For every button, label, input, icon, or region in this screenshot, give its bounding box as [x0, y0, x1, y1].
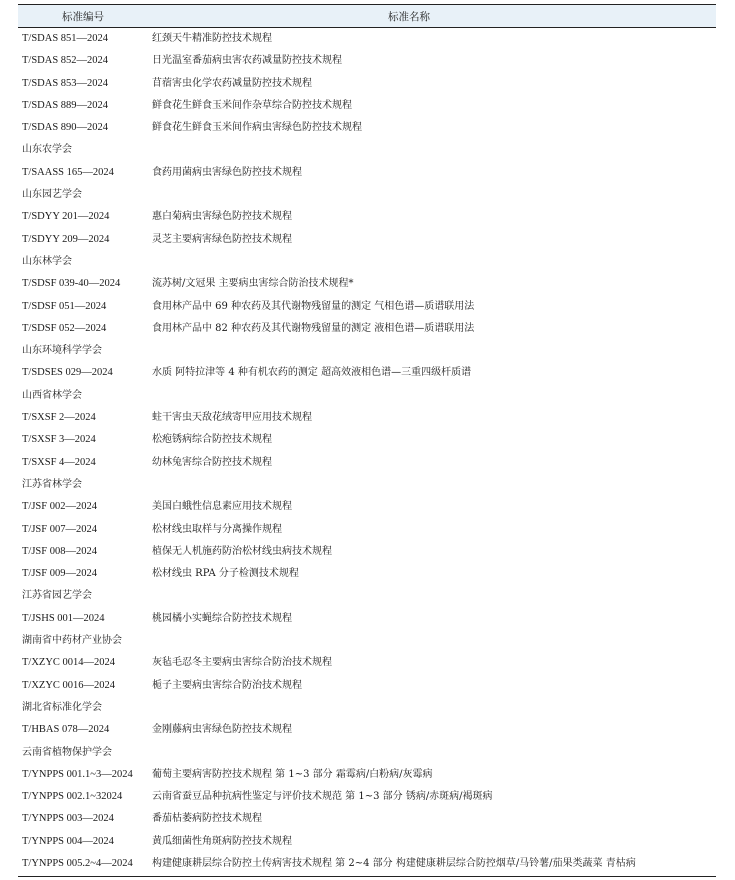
standard-name: 惠白菊病虫害绿色防控技术规程 — [152, 211, 292, 223]
standard-name: 金刚藤病虫害绿色防控技术规程 — [152, 724, 292, 736]
standard-name: 云南省蚕豆品种抗病性鉴定与评价技术规范 第 1~3 部分 锈病/赤斑病/褐斑病 — [152, 791, 493, 803]
group-heading-row — [18, 139, 716, 161]
table-row — [18, 117, 716, 139]
standard-name: 食药用菌病虫害绿色防控技术规程 — [152, 166, 302, 178]
standard-name: 桃园橘小实蝇综合防控技术规程 — [152, 612, 292, 624]
standard-code: T/SXSF 3—2024 — [22, 434, 96, 446]
standard-name: 红颈天牛精准防控技术规程 — [152, 33, 272, 44]
table-row — [18, 273, 716, 295]
table-row — [18, 675, 716, 697]
bottom-rule — [18, 876, 716, 877]
table-row — [18, 608, 716, 630]
standard-code: T/SDAS 852—2024 — [22, 55, 109, 67]
organization-name: 山东环境科学学会 — [22, 345, 102, 357]
standard-code: T/YNPPS 005.2~4—2024 — [22, 857, 133, 869]
standard-name: 幼林兔害综合防控技术规程 — [152, 456, 272, 468]
group-heading-row — [18, 585, 716, 607]
table-row — [18, 563, 716, 585]
standard-code: T/SDAS 851—2024 — [22, 33, 109, 44]
standards-table — [18, 4, 716, 875]
group-heading-row — [18, 184, 716, 206]
standard-name: 栀子主要病虫害综合防治技术规程 — [152, 679, 302, 691]
standard-code: T/SAASS 165—2024 — [22, 166, 114, 178]
table-row — [18, 719, 716, 741]
group-heading-row — [18, 385, 716, 407]
organization-name: 山东园艺学会 — [22, 189, 82, 201]
group-heading-row — [18, 697, 716, 719]
table-row — [18, 519, 716, 541]
table-row — [18, 407, 716, 429]
group-heading-row — [18, 742, 716, 764]
standard-name: 番茄枯萎病防控技术规程 — [152, 813, 262, 825]
standard-name: 美国白蛾性信息素应用技术规程 — [152, 501, 292, 513]
table-row — [18, 95, 716, 117]
table-row — [18, 318, 716, 340]
standard-name: 食用林产品中 69 种农药及其代谢物残留量的测定 气相色谱—质谱联用法 — [152, 300, 475, 312]
standard-code: T/SDYY 201—2024 — [22, 211, 110, 223]
standard-code: T/SDSF 039-40—2024 — [22, 278, 121, 290]
table-row — [18, 162, 716, 184]
table-row — [18, 50, 716, 72]
table-row — [18, 808, 716, 830]
organization-name: 江苏省林学会 — [22, 478, 82, 490]
table-header — [18, 4, 716, 28]
table-row — [18, 496, 716, 518]
organization-name: 山东林学会 — [22, 255, 72, 267]
table-row — [18, 28, 716, 50]
organization-name: 江苏省园艺学会 — [22, 590, 92, 602]
standard-name: 苜蓿害虫化学农药减量防控技术规程 — [152, 77, 312, 89]
table-row — [18, 362, 716, 384]
standard-code: T/SDAS 890—2024 — [22, 122, 109, 134]
table-row — [18, 429, 716, 451]
standard-name: 日光温室番茄病虫害农药减量防控技术规程 — [152, 55, 342, 67]
standard-code: T/SDSES 029—2024 — [22, 367, 113, 379]
standard-code: T/JSHS 001—2024 — [22, 612, 105, 624]
standard-code: T/JSF 008—2024 — [22, 545, 97, 557]
standard-code: T/SDSF 051—2024 — [22, 300, 107, 312]
table-row — [18, 652, 716, 674]
standard-name: 鲜食花生鲜食玉米间作杂草综合防控技术规程 — [152, 99, 352, 111]
standard-code: T/JSF 002—2024 — [22, 501, 97, 513]
standard-code: T/YNPPS 002.1~32024 — [22, 791, 123, 803]
standard-code: T/SXSF 4—2024 — [22, 456, 96, 468]
standard-code: T/SXSF 2—2024 — [22, 412, 96, 424]
standard-code: T/YNPPS 004—2024 — [22, 835, 114, 847]
standard-code: T/XZYC 0016—2024 — [22, 679, 116, 691]
column-header-code: 标准编号 — [62, 11, 104, 23]
table-row — [18, 452, 716, 474]
standard-name: 灰毡毛忍冬主要病虫害综合防治技术规程 — [152, 657, 332, 669]
standard-name: 蛀干害虫天敌花绒寄甲应用技术规程 — [152, 412, 312, 424]
table-row — [18, 229, 716, 251]
table-row — [18, 206, 716, 228]
standard-code: T/YNPPS 003—2024 — [22, 813, 114, 825]
table-row — [18, 831, 716, 853]
standard-code: T/JSF 009—2024 — [22, 568, 97, 580]
standard-code: T/XZYC 0014—2024 — [22, 657, 116, 669]
standard-code: T/SDAS 853—2024 — [22, 77, 109, 89]
standard-code: T/SDYY 209—2024 — [22, 233, 110, 245]
standard-name: 流苏树/文冠果 主要病虫害综合防治技术规程* — [152, 278, 354, 290]
standard-name: 松材线虫 RPA 分子检测技术规程 — [152, 568, 299, 580]
organization-name: 湖北省标准化学会 — [22, 701, 102, 713]
organization-name: 山东农学会 — [22, 144, 72, 156]
standard-code: T/SDAS 889—2024 — [22, 99, 109, 111]
standard-name: 黄瓜细菌性角斑病防控技术规程 — [152, 835, 292, 847]
standard-name: 水质 阿特拉津等 4 种有机农药的测定 超高效液相色谱—三重四级杆质谱 — [152, 367, 472, 379]
organization-name: 山西省林学会 — [22, 389, 82, 401]
standard-name: 鲜食花生鲜食玉米间作病虫害绿色防控技术规程 — [152, 122, 362, 134]
standard-code: T/YNPPS 001.1~3—2024 — [22, 768, 133, 780]
standard-name: 松疱锈病综合防控技术规程 — [152, 434, 272, 446]
organization-name: 云南省植物保护学会 — [22, 746, 112, 758]
table-row — [18, 541, 716, 563]
group-heading-row — [18, 340, 716, 362]
table-row — [18, 853, 716, 875]
table-body — [18, 28, 716, 875]
group-heading-row — [18, 251, 716, 273]
standard-name: 葡萄主要病害防控技术规程 第 1~3 部分 霜霉病/白粉病/灰霉病 — [152, 768, 433, 780]
group-heading-row — [18, 630, 716, 652]
standard-name: 松材线虫取样与分离操作规程 — [152, 523, 282, 535]
table-row — [18, 73, 716, 95]
table-row — [18, 764, 716, 786]
standard-code: T/SDSF 052—2024 — [22, 322, 107, 334]
group-heading-row — [18, 474, 716, 496]
standard-code: T/HBAS 078—2024 — [22, 724, 110, 736]
table-row — [18, 786, 716, 808]
standard-name: 灵芝主要病害绿色防控技术规程 — [152, 233, 292, 245]
standard-name: 食用林产品中 82 种农药及其代谢物残留量的测定 液相色谱—质谱联用法 — [152, 322, 475, 334]
standard-code: T/JSF 007—2024 — [22, 523, 97, 535]
table-row — [18, 296, 716, 318]
column-header-name: 标准名称 — [388, 11, 430, 23]
standard-name: 植保无人机施药防治松材线虫病技术规程 — [152, 545, 332, 557]
standard-name: 构建健康耕层综合防控土传病害技术规程 第 2~4 部分 构建健康耕层综合防控烟草/马铃薯/茄果类蔬菜 青枯病 — [152, 857, 636, 869]
organization-name: 湖南省中药材产业协会 — [22, 635, 122, 647]
